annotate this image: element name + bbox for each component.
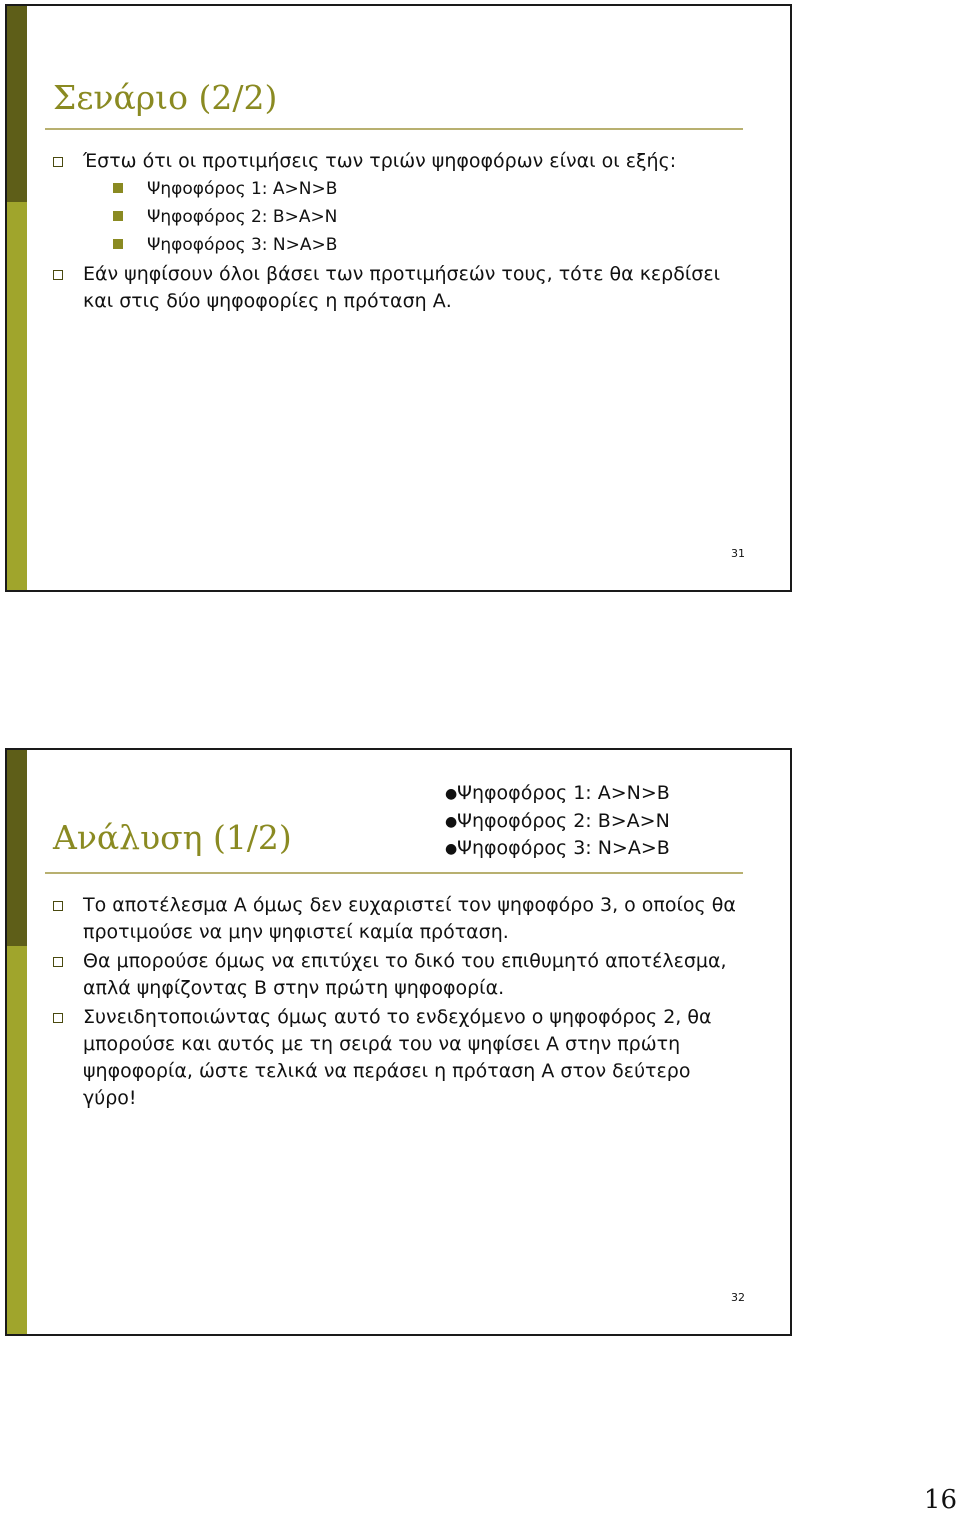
- bullet-text: Έστω ότι οι προτιμήσεις των τριών ψηφοφόρων είναι οι εξής:: [83, 150, 677, 172]
- title-rule: [45, 128, 743, 130]
- sub-bullet-text: Ψηφοφόρος 2: B>A>N: [147, 207, 338, 227]
- bullet-text: Συνειδητοποιώντας όμως αυτό το ενδεχόμενο ο ψηφοφόρος 2, θα μπορούσε και αυτός με τη σειρά του να ψηφίσει Α στην πρώτη ψηφοφορία, ώστε τελικά να περάσει η πρόταση Α στον δεύτερο γύρο!: [83, 1006, 712, 1109]
- slide-sidebar: [7, 6, 27, 590]
- hollow-square-bullet-icon: [53, 270, 63, 280]
- hollow-square-bullet-icon: [53, 1013, 63, 1023]
- sub-bullet-item: [113, 231, 750, 259]
- filled-square-bullet-icon: [113, 211, 123, 221]
- slide-page-number: 32: [731, 1291, 745, 1304]
- sheet-page-number: 16: [923, 1485, 957, 1515]
- preference-text: Ψηφοφόρος 1: A>N>B: [457, 782, 670, 804]
- bullet-text: Θα μπορούσε όμως να επιτύχει το δικό του επιθυμητό αποτέλεσμα, απλά ψηφίζοντας Β στην πρώτη ψηφοφορία.: [83, 950, 727, 999]
- hollow-square-bullet-icon: [53, 901, 63, 911]
- filled-square-bullet-icon: [113, 183, 123, 193]
- sidebar-dark-band: [7, 750, 27, 946]
- preference-text: Ψηφοφόρος 3: N>A>B: [457, 837, 670, 859]
- round-bullet-icon: ●: [445, 841, 458, 857]
- preference-text: Ψηφοφόρος 2: B>A>N: [457, 809, 670, 832]
- bullet-item: [53, 892, 750, 946]
- slide-32: [5, 748, 792, 1336]
- sub-bullet-list: [113, 175, 750, 259]
- bullet-item: [53, 148, 750, 259]
- bullet-text: Εάν ψηφίσουν όλοι βάσει των προτιμήσεών τους, τότε θα κερδίσει και στις δύο ψηφοφορίες η πρόταση Α.: [83, 263, 721, 312]
- bullet-item: [53, 1004, 750, 1112]
- slide-title: Σενάριο (2/2): [53, 78, 278, 117]
- preference-item: [445, 835, 670, 863]
- preference-item: [445, 808, 670, 836]
- round-bullet-icon: ●: [445, 813, 458, 830]
- sidebar-dark-band: [7, 6, 27, 202]
- sub-bullet-item: [113, 203, 750, 231]
- round-bullet-icon: ●: [445, 786, 458, 802]
- sub-bullet-text: Ψηφοφόρος 3: N>A>B: [147, 235, 338, 255]
- bullet-list: [53, 892, 750, 1112]
- bullet-item: [53, 948, 750, 1002]
- bullet-text: Το αποτέλεσμα Α όμως δεν ευχαριστεί τον ψηφοφόρο 3, ο οποίος θα προτιμούσε να μην ψηφιστεί καμία πρόταση.: [83, 894, 736, 943]
- slide-31: [5, 4, 792, 592]
- slide-sidebar: [7, 750, 27, 1334]
- hollow-square-bullet-icon: [53, 957, 63, 967]
- title-rule: [45, 872, 743, 874]
- bullet-list: [53, 148, 750, 315]
- bullet-item: [53, 261, 750, 315]
- sidebar-light-band: [7, 202, 27, 590]
- filled-square-bullet-icon: [113, 239, 123, 249]
- sub-bullet-text: Ψηφοφόρος 1: A>N>B: [147, 179, 338, 199]
- preference-list: [445, 780, 670, 863]
- slide-page-number: 31: [731, 547, 745, 560]
- preference-item: [445, 780, 670, 808]
- sub-bullet-item: [113, 175, 750, 203]
- slide-title: Ανάλυση (1/2): [53, 818, 292, 857]
- sidebar-light-band: [7, 946, 27, 1334]
- hollow-square-bullet-icon: [53, 157, 63, 167]
